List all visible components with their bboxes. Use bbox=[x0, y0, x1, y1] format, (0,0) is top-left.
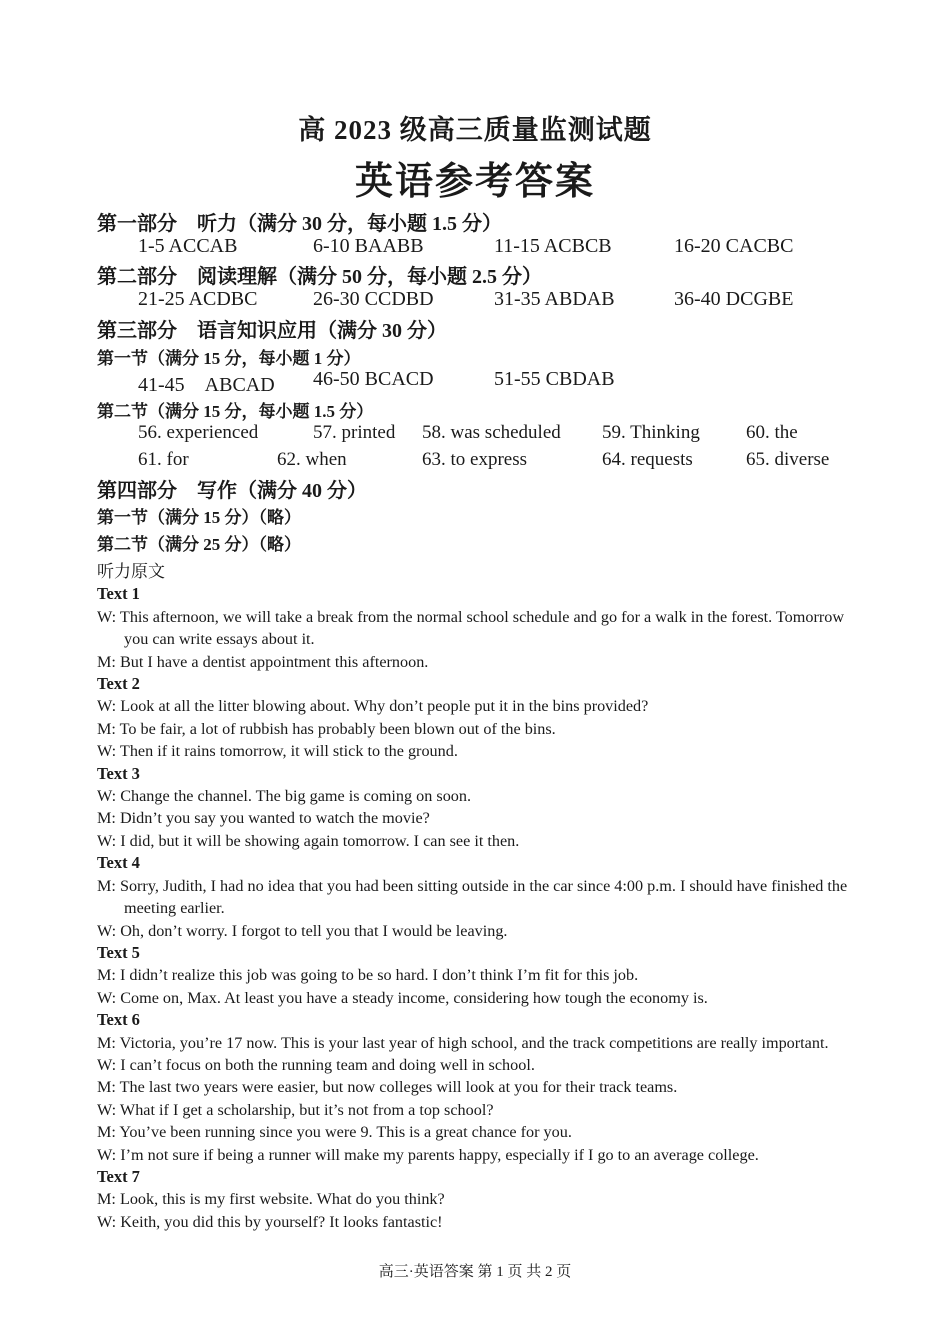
transcript-text-title: Text 6 bbox=[97, 1010, 140, 1030]
transcript-text-title: Text 1 bbox=[97, 584, 140, 604]
part4-section2: 第二节（满分 25 分）（略） bbox=[97, 535, 301, 554]
transcript-label: 听力原文 bbox=[97, 562, 165, 581]
transcript-text-title: Text 3 bbox=[97, 763, 140, 783]
fill-answer: 63. to express bbox=[422, 449, 528, 470]
dialogue-line: M: Didn’t you say you wanted to watch the movie? bbox=[97, 809, 430, 828]
dialogue-line: W: Oh, don’t worry. I forgot to tell you that I would be leaving. bbox=[97, 921, 508, 940]
dialogue-line: W: Keith, you did this by yourself? It looks fantastic! bbox=[97, 1212, 443, 1231]
dialogue-line: M: Sorry, Judith, I had no idea that you had been sitting outside in the car since 4:00 p.m. I should have finished the meeting earlier. bbox=[97, 876, 848, 918]
answer-group: 46-50 BCACD bbox=[313, 368, 434, 390]
page-footer: 高三·英语答案 第 1 页 共 2 页 bbox=[378, 1264, 572, 1280]
dialogue-line: W: Then if it rains tomorrow, it will stick to the ground. bbox=[97, 742, 458, 761]
fill-answer: 56. experienced bbox=[138, 422, 259, 443]
dialogue-line: W: What if I get a scholarship, but it’s not from a top school? bbox=[97, 1100, 494, 1119]
fill-answer: 61. for bbox=[138, 449, 189, 470]
transcript-text-title: Text 5 bbox=[97, 942, 140, 962]
answer-group: 6-10 BAABB bbox=[313, 235, 424, 257]
fill-answer: 58. was scheduled bbox=[422, 422, 561, 443]
part4-heading: 第四部分 写作（满分 40 分） bbox=[97, 480, 367, 502]
part4-section1: 第一节（满分 15 分）（略） bbox=[97, 508, 301, 527]
dialogue-line: W: Look at all the litter blowing about. Why don’t people put it in the bins provided? bbox=[97, 697, 649, 716]
answer-group: 21-25 ACDBC bbox=[138, 288, 258, 310]
answer-group: 11-15 ACBCB bbox=[494, 235, 612, 257]
fill-answer: 62. when bbox=[277, 449, 347, 470]
fill-answer: 65. diverse bbox=[746, 449, 830, 470]
dialogue-line: W: Come on, Max. At least you have a steady income, considering how tough the economy is. bbox=[97, 988, 708, 1007]
answer-group: 31-35 ABDAB bbox=[494, 288, 615, 310]
dialogue-line: W: Change the channel. The big game is coming on soon. bbox=[97, 787, 472, 806]
answer-group: 26-30 CCDBD bbox=[313, 288, 434, 310]
part2-heading: 第二部分 阅读理解（满分 50 分，每小题 2.5 分） bbox=[97, 266, 542, 288]
answer-group: 1-5 ACCAB bbox=[138, 235, 238, 257]
dialogue-line: M: To be fair, a lot of rubbish has probably been blown out of the bins. bbox=[97, 719, 556, 738]
dialogue-line: M: The last two years were easier, but now colleges will look at you for their track teams. bbox=[97, 1078, 678, 1097]
dialogue-line: M: Victoria, you’re 17 now. This is your last year of high school, and the track competitions are really important. bbox=[97, 1033, 829, 1052]
transcript-text-title: Text 4 bbox=[97, 853, 140, 873]
transcript-text-title: Text 2 bbox=[97, 674, 140, 694]
dialogue-line: M: But I have a dentist appointment this afternoon. bbox=[97, 652, 429, 671]
part3-heading: 第三部分 语言知识应用（满分 30 分） bbox=[97, 320, 447, 342]
dialogue-line: M: Look, this is my first website. What do you think? bbox=[97, 1190, 445, 1209]
dialogue-line: W: I’m not sure if being a runner will make my parents happy, especially if I go to an average college. bbox=[97, 1145, 759, 1164]
dialogue-line: W: This afternoon, we will take a break from the normal school schedule and go for a walk in the forest. Tomorrow you can write essays about it. bbox=[97, 607, 845, 649]
exam-title: 高 2023 级高三质量监测试题 bbox=[298, 115, 652, 145]
dialogue-line: W: I can’t focus on both the running team and doing well in school. bbox=[97, 1055, 535, 1074]
answer-group: 41-45 ABCAD bbox=[138, 374, 275, 396]
transcript-text-title: Text 7 bbox=[97, 1166, 140, 1186]
fill-answer: 64. requests bbox=[602, 449, 693, 470]
part3-section2-heading: 第二节（满分 15 分，每小题 1.5 分） bbox=[97, 402, 374, 421]
answer-group: 36-40 DCGBE bbox=[674, 288, 794, 310]
fill-answer: 60. the bbox=[746, 422, 798, 443]
part3-section1-heading: 第一节（满分 15 分，每小题 1 分） bbox=[97, 349, 361, 368]
dialogue-line: M: You’ve been running since you were 9. This is a great chance for you. bbox=[97, 1123, 572, 1142]
answer-group: 51-55 CBDAB bbox=[494, 368, 615, 390]
listening-transcript bbox=[97, 561, 867, 1233]
answer-key-title: 英语参考答案 bbox=[354, 159, 595, 203]
part1-heading: 第一部分 听力（满分 30 分，每小题 1.5 分） bbox=[97, 213, 502, 235]
answer-group: 16-20 CACBC bbox=[674, 235, 794, 257]
dialogue-line: W: I did, but it will be showing again tomorrow. I can see it then. bbox=[97, 831, 520, 850]
transcript-texts bbox=[97, 583, 867, 1233]
dialogue-line: M: I didn’t realize this job was going to be so hard. I don’t think I’m fit for this job. bbox=[97, 966, 639, 985]
fill-answer: 59. Thinking bbox=[602, 422, 700, 443]
fill-answer: 57. printed bbox=[313, 422, 396, 443]
